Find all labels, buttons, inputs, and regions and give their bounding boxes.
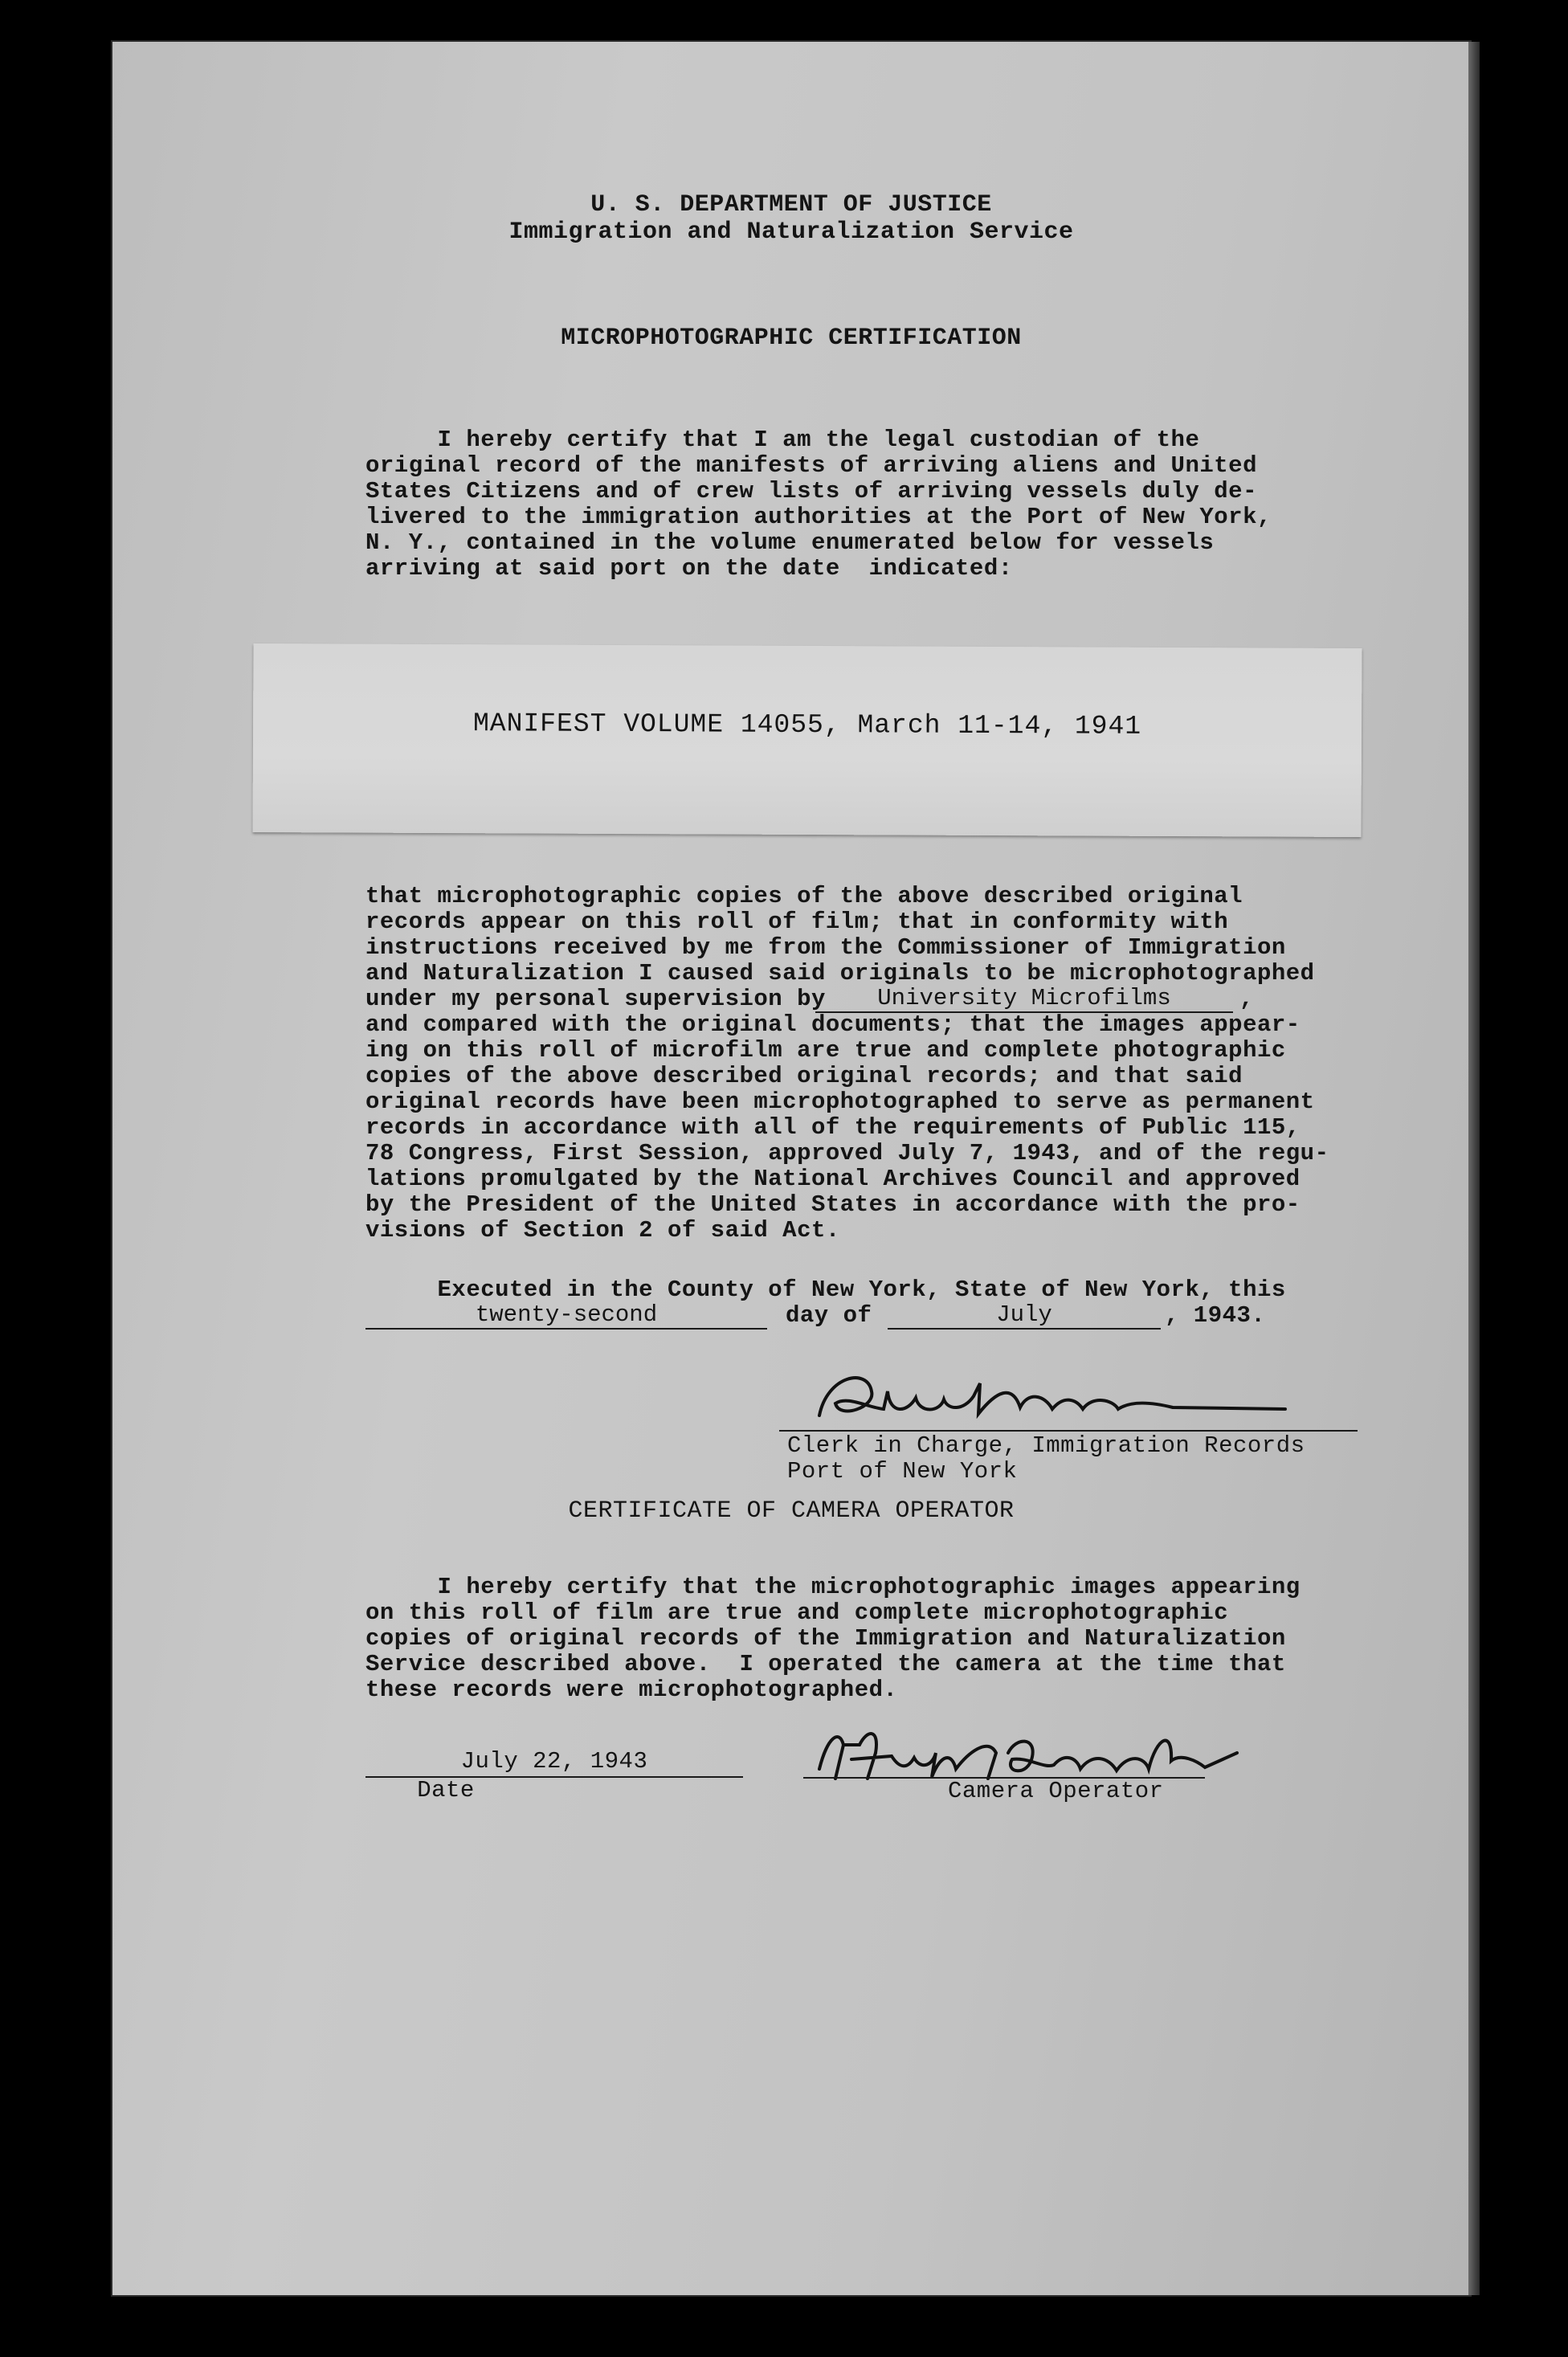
- operator-signature: [803, 1721, 1253, 1817]
- paragraph-line: 78 Congress, First Session, approved July 7, 1943, and of the regu-: [365, 1140, 1329, 1166]
- date-label: Date: [417, 1777, 475, 1803]
- clerk-title: Clerk in Charge, Immigration Records: [787, 1432, 1305, 1459]
- document-title: MICROPHOTOGRAPHIC CERTIFICATION: [561, 325, 1022, 352]
- clerk-signature: [675, 1359, 1366, 1485]
- paragraph-line: records appear on this roll of film; that in conformity with: [365, 909, 1229, 935]
- supervision-suffix: ,: [1239, 986, 1254, 1012]
- paragraph-line: lations promulgated by the National Archives Council and approved: [365, 1166, 1301, 1192]
- supervision-prefix: under my personal supervision by: [365, 986, 826, 1012]
- paragraph-line: arriving at said port on the date indicated:: [365, 555, 1013, 582]
- paragraph-line: original records have been microphotographed to serve as permanent: [365, 1089, 1315, 1115]
- operator-signature-mark: [803, 1721, 1253, 1785]
- paragraph-line: I hereby certify that the microphotographic images appearing: [365, 1574, 1301, 1600]
- paragraph-line: copies of the above described original records; and that said: [365, 1063, 1243, 1089]
- clerk-signature-mark: [675, 1359, 1366, 1432]
- film-edge: [1468, 42, 1480, 2295]
- paragraph-line: by the President of the United States in accordance with the pro-: [365, 1191, 1301, 1218]
- volume-label: MANIFEST VOLUME 14055, March 11-14, 1941: [472, 709, 1142, 741]
- paragraph-line: livered to the immigration authorities at the Port of New York,: [365, 504, 1272, 530]
- volume-slip: [252, 643, 1362, 837]
- paragraph-line: these records were microphotographed.: [365, 1677, 898, 1703]
- paragraph-line: States Citizens and of crew lists of arriving vessels duly de-: [365, 478, 1257, 504]
- document-page: [112, 42, 1470, 2295]
- clerk-signature-line: [779, 1430, 1358, 1432]
- paragraph-line: instructions received by me from the Commissioner of Immigration: [365, 934, 1286, 961]
- paragraph-line: I hereby certify that I am the legal custodian of the: [365, 427, 1200, 453]
- camera-certificate-title: CERTIFICATE OF CAMERA OPERATOR: [568, 1497, 1015, 1525]
- day-of-label: day of: [786, 1302, 872, 1329]
- paragraph-line: visions of Section 2 of said Act.: [365, 1217, 840, 1244]
- paragraph-line: records in accordance with all of the requirements of Public 115,: [365, 1114, 1301, 1141]
- paragraph-line: original record of the manifests of arriving aliens and United: [365, 452, 1257, 479]
- clerk-port: Port of New York: [787, 1458, 1018, 1485]
- paragraph-line: on this roll of film are true and complete microphotographic: [365, 1599, 1229, 1626]
- date-value: July 22, 1943: [460, 1748, 648, 1775]
- microfilm-company-field: University Microfilms: [815, 985, 1233, 1013]
- paragraph-line: that microphotographic copies of the above described original: [365, 883, 1243, 909]
- paragraph-line: copies of original records of the Immigration and Naturalization: [365, 1625, 1286, 1652]
- operator-label: Camera Operator: [948, 1778, 1164, 1804]
- execution-line: Executed in the County of New York, State of New York, this: [365, 1277, 1286, 1303]
- year-text: , 1943.: [1165, 1302, 1266, 1329]
- agency-heading: U. S. DEPARTMENT OF JUSTICE: [590, 191, 992, 219]
- date-block: [365, 1749, 743, 1813]
- paragraph-line: and Naturalization I caused said originals to be microphotographed: [365, 960, 1315, 987]
- service-heading: Immigration and Naturalization Service: [508, 219, 1074, 246]
- month-field: July: [888, 1301, 1161, 1330]
- paragraph-line: N. Y., contained in the volume enumerated below for vessels: [365, 529, 1215, 556]
- paragraph-line: and compared with the original documents; that the images appear-: [365, 1011, 1301, 1038]
- day-field: twenty-second: [365, 1301, 767, 1330]
- paragraph-line: Service described above. I operated the camera at the time that: [365, 1651, 1286, 1677]
- paragraph-line: ing on this roll of microfilm are true and complete photographic: [365, 1037, 1286, 1064]
